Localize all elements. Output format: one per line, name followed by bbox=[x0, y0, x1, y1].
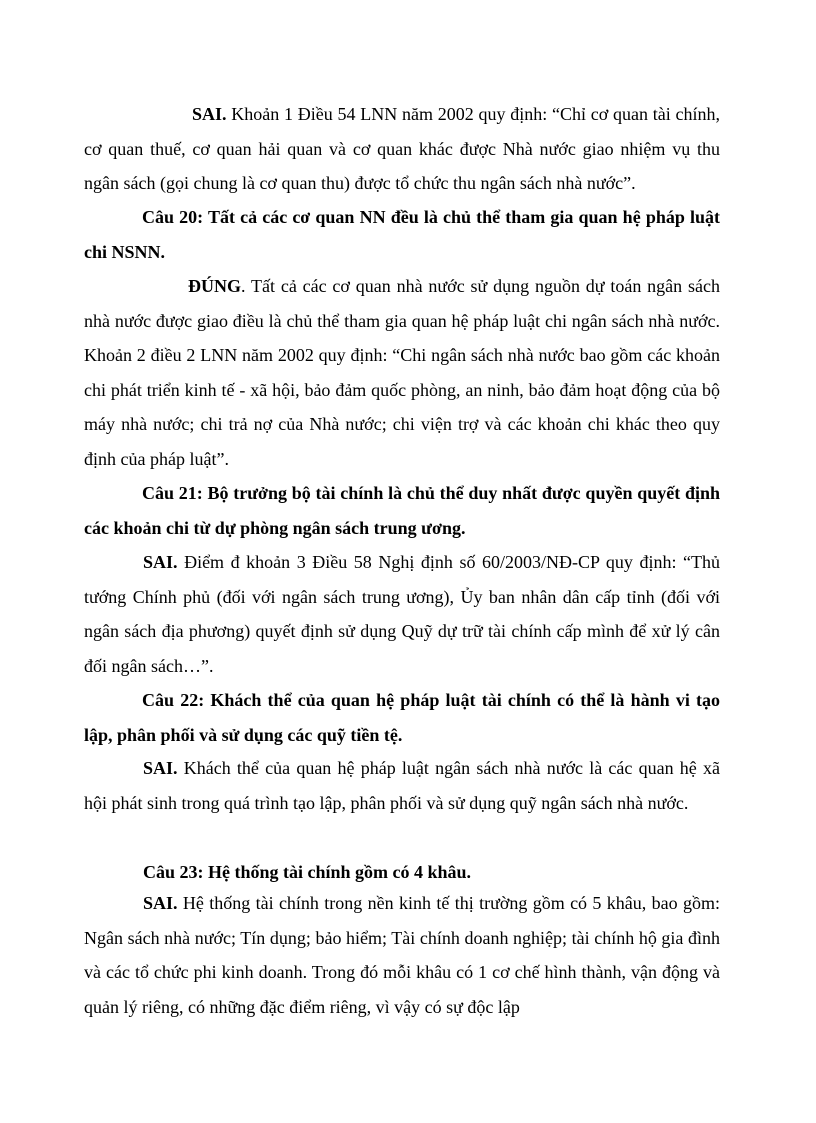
answer-verdict: SAI. bbox=[192, 104, 227, 124]
answer-text: . Tất cả các cơ quan nhà nước sử dụng nguồn dự toán ngân sách nhà nước được giao điều là chủ thể tham gia quan hệ pháp luật chi ngân sách nhà nước. Khoản 2 điều 2 LNN năm 2002 quy định: “Chi ngân sách nhà nước bao gồm các khoản chi phát triển kinh tế - xã hội, bảo đảm quốc phòng, an ninh, bảo đảm hoạt động của bộ máy nhà nước; chi trả nợ của Nhà nước; chi viện trợ và các khoản chi khác theo quy định của pháp luật”. bbox=[84, 276, 720, 469]
answer-text: Điểm đ khoản 3 Điều 58 Nghị định số 60/2003/NĐ-CP quy định: “Thủ tướng Chính phủ (đối với ngân sách trung ương), Ủy ban nhân dân cấp tỉnh (đối với ngân sách địa phương) quyết định sử dụng Quỹ dự trữ tài chính cấp mình để xử lý cân đối ngân sách…”. bbox=[84, 552, 720, 676]
answer-text: Hệ thống tài chính trong nền kinh tế thị trường gồm có 5 khâu, bao gồm: Ngân sách nhà nước; Tín dụng; bảo hiểm; Tài chính doanh nghiệp; tài chính hộ gia đình và các tổ chức phi kinh doanh. Trong đó mỗi khâu có 1 cơ chế hình thành, vận động và quản lý riêng, có những đặc điểm riêng, vì vậy có sự độc lập bbox=[84, 893, 720, 1017]
answer-paragraph-21 bbox=[84, 545, 720, 683]
answer-text: Khoản 1 Điều 54 LNN năm 2002 quy định: “Chỉ cơ quan tài chính, cơ quan thuế, cơ quan hải quan và cơ quan khác được Nhà nước giao nhiệm vụ thu ngân sách (gọi chung là cơ quan thu) được tổ chức thu ngân sách nhà nước”. bbox=[84, 104, 720, 194]
answer-verdict: SAI. bbox=[143, 893, 178, 913]
answer-paragraph-19 bbox=[84, 97, 720, 201]
answer-verdict: ĐÚNG bbox=[188, 276, 241, 296]
question-20: Câu 20: Tất cả các cơ quan NN đều là chủ thể tham gia quan hệ pháp luật chi NSNN. bbox=[84, 207, 720, 262]
answer-paragraph-20 bbox=[84, 269, 720, 477]
question-22: Câu 22: Khách thể của quan hệ pháp luật tài chính có thể là hành vi tạo lập, phân phối và sử dụng các quỹ tiền tệ. bbox=[84, 690, 720, 745]
answer-paragraph-22 bbox=[84, 751, 720, 820]
answer-text: Khách thể của quan hệ pháp luật ngân sách nhà nước là các quan hệ xã hội phát sinh trong quá trình tạo lập, phân phối và sử dụng quỹ ngân sách nhà nước. bbox=[84, 758, 720, 813]
question-21: Câu 21: Bộ trưởng bộ tài chính là chủ thể duy nhất được quyền quyết định các khoản chi từ dự phòng ngân sách trung ương. bbox=[84, 483, 720, 538]
question-23: Câu 23: Hệ thống tài chính gồm có 4 khâu. bbox=[143, 862, 472, 882]
answer-verdict: SAI. bbox=[143, 552, 178, 572]
answer-verdict: SAI. bbox=[143, 758, 178, 778]
answer-paragraph-23 bbox=[84, 886, 720, 1024]
